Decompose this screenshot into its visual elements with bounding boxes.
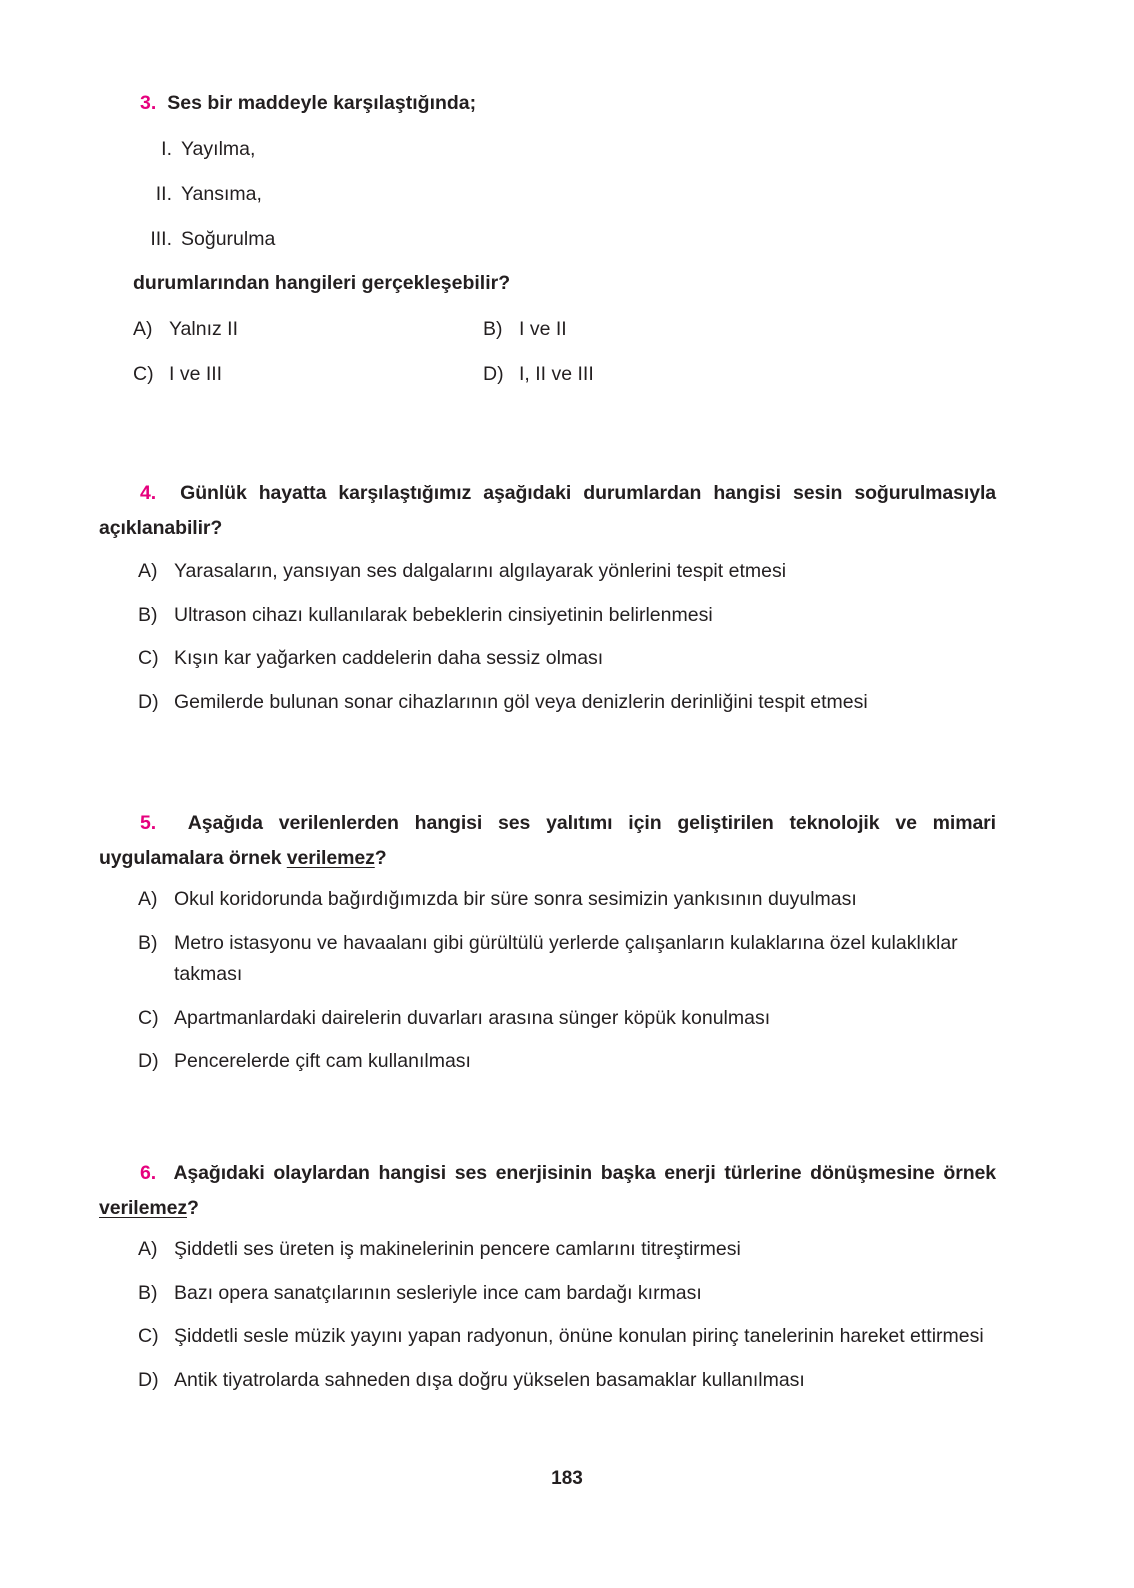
option-text: Antik tiyatrolarda sahneden dışa doğru yükselen basamaklar kullanılması bbox=[174, 1368, 805, 1391]
option-c[interactable] bbox=[138, 1321, 996, 1353]
question-5-stem-suffix: ? bbox=[374, 846, 387, 869]
option-label: C) bbox=[138, 647, 159, 670]
question-3-stem-tail: durumlarından hangileri gerçekleşebilir? bbox=[133, 272, 511, 294]
option-c[interactable] bbox=[138, 1003, 996, 1035]
option-text: Metro istasyonu ve havaalanı gibi gürültülü yerlerde çalışanların kulaklarına özel kulaklıklar takması bbox=[174, 931, 958, 986]
option-text: I, II ve III bbox=[519, 363, 594, 385]
option-a[interactable] bbox=[138, 1234, 996, 1266]
question-6-number: 6. bbox=[140, 1162, 157, 1184]
question-6-stem-emphasis: verilemez bbox=[99, 1196, 187, 1219]
question-4-number: 4. bbox=[140, 482, 157, 504]
option-a[interactable] bbox=[138, 556, 996, 588]
option-text: Şiddetli ses üreten iş makinelerinin pencere camlarını titreştirmesi bbox=[174, 1238, 741, 1260]
option-a[interactable] bbox=[138, 884, 996, 916]
option-text: Ultrason cihazı kullanılarak bebeklerin cinsiyetinin belirlenmesi bbox=[174, 603, 713, 626]
option-text: I ve III bbox=[169, 363, 223, 385]
option-text: Yalnız II bbox=[169, 318, 239, 340]
question-6-stem-text: Aşağıdaki olaylardan hangisi ses enerjisinin başka enerji türlerine dönüşmesine örnek bbox=[173, 1162, 997, 1184]
option-c[interactable] bbox=[133, 363, 483, 408]
roman-item bbox=[133, 228, 553, 273]
question-5-stem-text: Aşağıda verilenlerden hangisi ses yalıtımı için geliştirilen teknolojik ve mimari uygulamalara örnek bbox=[99, 812, 996, 869]
option-b[interactable] bbox=[138, 928, 996, 991]
option-label: A) bbox=[138, 560, 158, 582]
option-label: C) bbox=[138, 1006, 159, 1029]
page-number: 183 bbox=[551, 1468, 583, 1489]
option-row bbox=[133, 318, 833, 363]
question-5-stem bbox=[99, 806, 996, 875]
option-a[interactable] bbox=[133, 318, 483, 363]
option-text: I ve II bbox=[519, 318, 567, 340]
option-label: B) bbox=[138, 603, 158, 626]
option-text: Pencerelerde çift cam kullanılması bbox=[174, 1050, 471, 1073]
option-label: D) bbox=[138, 1050, 159, 1073]
option-text: Şiddetli sesle müzik yayını yapan radyonun, önüne konulan pirinç tanelerinin hareket ettirmesi bbox=[174, 1325, 984, 1348]
roman-item bbox=[133, 183, 553, 228]
option-row bbox=[133, 363, 833, 408]
option-label: C) bbox=[138, 1325, 159, 1348]
question-3-roman-list bbox=[133, 138, 553, 273]
question-6-stem-suffix: ? bbox=[187, 1196, 199, 1219]
option-text: Gemilerde bulunan sonar cihazlarının göl veya denizlerin derinliğini tespit etmesi bbox=[174, 690, 868, 713]
question-6-stem bbox=[99, 1156, 996, 1225]
option-d[interactable] bbox=[483, 363, 833, 408]
question-5-number: 5. bbox=[140, 812, 157, 834]
option-label: D) bbox=[483, 363, 504, 385]
option-label: D) bbox=[138, 1368, 159, 1391]
roman-item-text: Soğurulma bbox=[181, 228, 276, 250]
question-5-options bbox=[138, 884, 996, 1090]
option-d[interactable] bbox=[138, 687, 996, 719]
option-text: Bazı opera sanatçılarının sesleriyle ince cam bardağı kırması bbox=[174, 1281, 702, 1304]
option-label: B) bbox=[483, 318, 503, 340]
option-text: Apartmanlardaki dairelerin duvarları arasına sünger köpük konulması bbox=[174, 1006, 771, 1029]
question-3-number: 3. bbox=[140, 92, 157, 114]
option-d[interactable] bbox=[138, 1046, 996, 1078]
option-b[interactable] bbox=[138, 600, 996, 632]
roman-item bbox=[133, 138, 553, 183]
roman-item-label: II. bbox=[155, 183, 172, 205]
question-4-stem-text: Günlük hayatta karşılaştığımız aşağıdaki durumlardan hangisi sesin soğurulmasıyla açıklanabilir? bbox=[99, 482, 997, 539]
question-3-options bbox=[133, 318, 833, 408]
option-label: B) bbox=[138, 1281, 158, 1304]
question-4-stem bbox=[99, 476, 996, 545]
option-text: Kışın kar yağarken caddelerin daha sessiz olması bbox=[174, 647, 604, 670]
option-label: B) bbox=[138, 931, 158, 954]
question-4-options bbox=[138, 556, 996, 730]
option-b[interactable] bbox=[483, 318, 833, 363]
option-label: A) bbox=[133, 318, 153, 340]
option-d[interactable] bbox=[138, 1365, 996, 1397]
option-b[interactable] bbox=[138, 1278, 996, 1310]
question-5-stem-emphasis: verilemez bbox=[286, 846, 375, 869]
roman-item-text: Yayılma, bbox=[181, 138, 256, 160]
roman-item-label: III. bbox=[150, 228, 172, 250]
question-3-stem bbox=[140, 92, 476, 115]
option-label: A) bbox=[138, 888, 158, 910]
question-3-stem-text: Ses bir maddeyle karşılaştığında; bbox=[167, 92, 477, 114]
option-text: Yarasaların, yansıyan ses dalgalarını algılayarak yönlerini tespit etmesi bbox=[174, 560, 787, 582]
roman-item-label: I. bbox=[161, 138, 172, 160]
option-label: A) bbox=[138, 1238, 158, 1260]
question-6-options bbox=[138, 1234, 996, 1408]
option-text: Okul koridorunda bağırdığımızda bir süre sonra sesimizin yankısının duyulması bbox=[174, 888, 857, 910]
option-c[interactable] bbox=[138, 643, 996, 675]
roman-item-text: Yansıma, bbox=[181, 183, 262, 205]
option-label: C) bbox=[133, 363, 154, 385]
option-label: D) bbox=[138, 690, 159, 713]
